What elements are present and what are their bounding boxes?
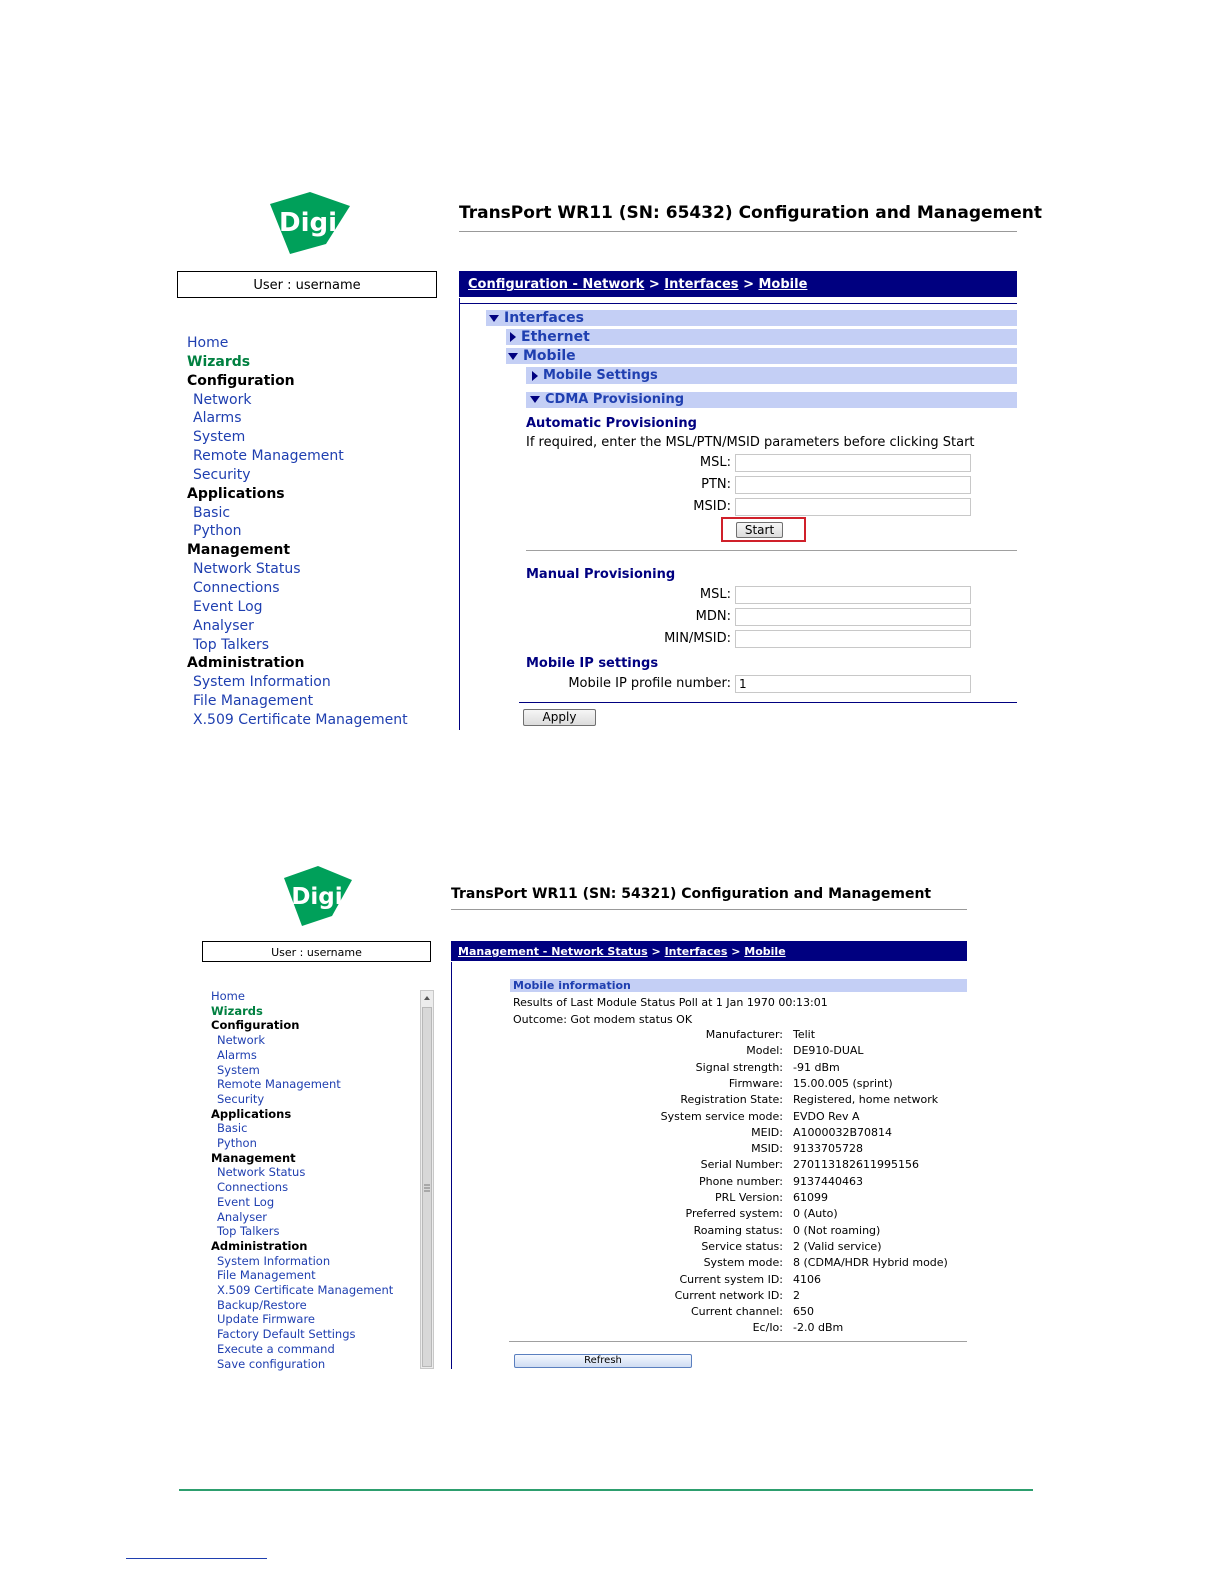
footnote-rule [126,1558,267,1559]
nav-backup-restore[interactable]: Backup/Restore [217,1297,307,1312]
section-mobile-settings[interactable] [526,367,1017,384]
logo-text: Digi [278,208,338,238]
nav-event-log[interactable]: Event Log [217,1194,275,1209]
nav-remote-management[interactable]: Remote Management [193,448,344,465]
nav-security[interactable]: Security [193,466,251,483]
breadcrumb [451,941,967,961]
nav-alarms[interactable]: Alarms [217,1047,257,1062]
section-interfaces-label: Interfaces [504,310,584,326]
manual-mdn-label: MDN: [695,609,731,624]
info-value: EVDO Rev A [793,1109,860,1123]
nav-header-administration: Administration [211,1238,308,1253]
nav-network[interactable]: Network [217,1033,266,1048]
info-row [510,1321,970,1337]
expand-right-icon [532,371,538,381]
expand-down-icon [530,396,540,403]
info-row [510,1142,970,1158]
poll-results: Results of Last Module Status Poll at 1 Jan 1970 00:13:01 [513,996,828,1009]
refresh-button[interactable]: Refresh [514,1354,692,1368]
nav-alarms[interactable]: Alarms [193,410,242,427]
info-row [510,1289,970,1305]
auto-provisioning-desc: If required, enter the MSL/PTN/MSID parameters before clicking Start [526,435,975,450]
nav-system[interactable]: System [193,429,246,446]
info-row [510,1305,970,1321]
nav-wizards[interactable]: Wizards [187,353,251,370]
apply-button[interactable]: Apply [523,709,596,726]
section-mobile-information: Mobile information [510,979,967,992]
section-cdma-provisioning-label: CDMA Provisioning [545,392,685,407]
breadcrumb-interfaces[interactable]: Interfaces [664,277,739,292]
nav-network[interactable]: Network [193,391,252,408]
info-key: Ec/Io: [752,1321,783,1335]
info-value: 9133705728 [793,1142,863,1156]
manual-mdn-input[interactable] [735,608,971,626]
info-key: System service mode: [660,1109,783,1123]
sidebar-scrollbar[interactable] [420,990,434,1369]
info-row [510,1061,970,1077]
nav-network-status[interactable]: Network Status [217,1165,306,1180]
info-key: Manufacturer: [705,1028,783,1041]
info-value: 0 (Not roaming) [793,1223,881,1237]
mobile-info-table [510,1028,970,1338]
nav-header-management: Management [211,1150,296,1165]
auto-msl-label: MSL: [699,455,731,470]
info-row [510,1224,970,1240]
nav-header-administration: Administration [187,655,305,672]
info-key: MSID: [751,1142,783,1156]
section-ethernet-label: Ethernet [521,329,590,345]
auto-msid-label: MSID: [693,499,731,514]
divider-auto-manual [526,550,1017,551]
nav-python[interactable]: Python [217,1136,257,1151]
nav-update-firmware[interactable]: Update Firmware [217,1312,316,1327]
info-row [510,1126,970,1142]
nav-connections[interactable]: Connections [217,1180,289,1195]
info-value: 4106 [793,1272,821,1286]
info-row [510,1256,970,1272]
info-row [510,1044,970,1060]
refresh-divider [509,1341,967,1342]
manual-min-msid-input[interactable] [735,630,971,648]
nav-file-management[interactable]: File Management [217,1268,316,1283]
content-top-rule [459,303,1017,304]
breadcrumb-separator: > [651,945,661,958]
section-interfaces[interactable] [486,310,1017,326]
section-mobile[interactable] [506,348,1017,364]
poll-outcome: Outcome: Got modem status OK [513,1013,693,1026]
info-row [510,1191,970,1207]
info-key: Current network ID: [674,1288,783,1302]
nav-python[interactable]: Python [193,523,242,540]
title-divider [451,909,967,910]
info-row [510,1110,970,1126]
digi-logo [280,866,354,928]
breadcrumb [459,271,1017,297]
expand-right-icon [510,332,516,342]
info-value: -91 dBm [793,1060,840,1074]
expand-down-icon [508,353,518,360]
info-value: 9137440463 [793,1174,863,1188]
mobile-ip-profile-label: Mobile IP profile number: [568,676,731,691]
info-value: 2 [793,1288,800,1302]
info-key: Phone number: [698,1174,783,1188]
content-divider [459,298,460,730]
auto-msid-input[interactable] [735,498,971,516]
nav-header-configuration: Configuration [211,1018,300,1033]
nav-system[interactable]: System [217,1062,260,1077]
user-box: User : username [177,271,437,298]
section-mobile-label: Mobile [523,348,576,364]
nav-home[interactable]: Home [187,335,229,351]
apply-divider [519,702,1017,703]
nav-header-applications: Applications [211,1106,292,1121]
content-divider [451,962,452,1369]
section-mobile-settings-label: Mobile Settings [543,368,658,383]
info-key: Firmware: [728,1076,783,1090]
nav-save-configuration[interactable]: Save configuration [217,1356,326,1371]
section-cdma-provisioning[interactable] [526,392,1017,408]
section-ethernet[interactable] [506,329,1017,345]
auto-ptn-input[interactable] [735,476,971,494]
breadcrumb-interfaces[interactable]: Interfaces [664,945,728,958]
user-box: User : username [202,941,431,962]
info-value: Registered, home network [793,1093,939,1107]
breadcrumb-separator: > [743,277,754,292]
auto-ptn-label: PTN: [701,477,731,492]
nav-connections[interactable]: Connections [193,579,280,596]
page-title: TransPort WR11 (SN: 65432) Configuration and Management [459,203,1043,223]
info-key: Registration State: [680,1093,783,1107]
page-title: TransPort WR11 (SN: 54321) Configuration and Management [451,886,932,902]
info-row [510,1273,970,1289]
nav-header-management: Management [187,542,291,559]
manual-msl-input[interactable] [735,586,971,604]
nav-x509-certificate-management[interactable]: X.509 Certificate Management [217,1283,394,1298]
nav-event-log[interactable]: Event Log [193,598,263,615]
info-value: 650 [793,1305,814,1319]
info-row [510,1175,970,1191]
sidebar-nav [187,334,408,730]
start-button[interactable]: Start [736,522,783,538]
mobile-ip-profile-input[interactable] [735,675,971,693]
nav-execute-a-command[interactable]: Execute a command [217,1341,335,1356]
info-value: 8 (CDMA/HDR Hybrid mode) [793,1256,948,1270]
scroll-up-icon[interactable] [421,992,433,1004]
nav-top-talkers[interactable]: Top Talkers [193,636,270,653]
breadcrumb-mobile[interactable]: Mobile [744,945,786,958]
info-value: 0 (Auto) [793,1207,838,1221]
nav-basic[interactable]: Basic [217,1121,248,1136]
info-key: Roaming status: [693,1223,783,1237]
info-key: Serial Number: [700,1158,783,1172]
info-key: MEID: [751,1125,783,1139]
page-footer-rule [179,1489,1033,1491]
info-row [510,1077,970,1093]
scroll-grip-icon [421,1183,433,1193]
info-key: System mode: [703,1256,783,1270]
info-value: 61099 [793,1191,828,1204]
info-key: Service status: [701,1239,783,1253]
manual-min-msid-label: MIN/MSID: [664,631,731,646]
auto-msl-input[interactable] [735,454,971,472]
start-highlight-box [721,517,806,542]
info-key: Model: [746,1044,783,1058]
nav-factory-default-settings[interactable]: Factory Default Settings [217,1327,356,1342]
breadcrumb-mgmt-network-status[interactable]: Management - Network Status [458,945,648,958]
info-value: DE910-DUAL [793,1044,864,1058]
info-value: 2 (Valid service) [793,1239,882,1253]
breadcrumb-separator: > [648,277,660,292]
nav-network-status[interactable]: Network Status [193,561,301,578]
info-row [510,1093,970,1109]
auto-provisioning-heading: Automatic Provisioning [526,416,697,431]
breadcrumb-separator: > [731,945,741,958]
nav-remote-management[interactable]: Remote Management [217,1077,341,1092]
info-value: A1000032B70814 [793,1125,893,1139]
sidebar-nav [211,989,393,1371]
nav-top-talkers[interactable]: Top Talkers [217,1224,280,1239]
nav-analyser[interactable]: Analyser [217,1209,267,1224]
manual-provisioning-heading: Manual Provisioning [526,567,676,582]
nav-system-information[interactable]: System Information [217,1253,331,1268]
nav-analyser[interactable]: Analyser [193,617,254,634]
info-key: Signal strength: [695,1060,783,1074]
nav-x509-certificate-management[interactable]: X.509 Certificate Management [193,711,408,728]
info-value: -2.0 dBm [793,1321,844,1335]
expand-down-icon [489,315,499,322]
info-value: Telit [793,1028,816,1041]
info-value: 15.00.005 (sprint) [793,1076,893,1090]
breadcrumb-mobile[interactable]: Mobile [758,277,808,292]
info-key: Current system ID: [679,1272,783,1286]
info-key: PRL Version: [714,1191,783,1204]
nav-file-management[interactable]: File Management [193,693,314,710]
manual-msl-label: MSL: [699,587,731,602]
nav-home[interactable]: Home [211,989,245,1003]
mobile-ip-heading: Mobile IP settings [526,656,659,671]
digi-logo [266,192,352,256]
nav-security[interactable]: Security [217,1091,265,1106]
logo-text: Digi [291,884,343,910]
info-key: Preferred system: [685,1207,783,1221]
nav-system-information[interactable]: System Information [193,674,331,691]
nav-header-applications: Applications [187,485,285,502]
info-row [510,1158,970,1174]
nav-wizards[interactable]: Wizards [211,1003,263,1018]
info-value: 270113182611995156 [793,1158,919,1172]
info-row [510,1240,970,1256]
breadcrumb-config-network[interactable]: Configuration - Network [468,277,645,292]
info-row [510,1028,970,1044]
info-row [510,1207,970,1223]
title-divider [459,231,1017,232]
nav-basic[interactable]: Basic [193,504,231,521]
nav-header-configuration: Configuration [187,372,295,389]
info-key: Current channel: [690,1305,783,1319]
